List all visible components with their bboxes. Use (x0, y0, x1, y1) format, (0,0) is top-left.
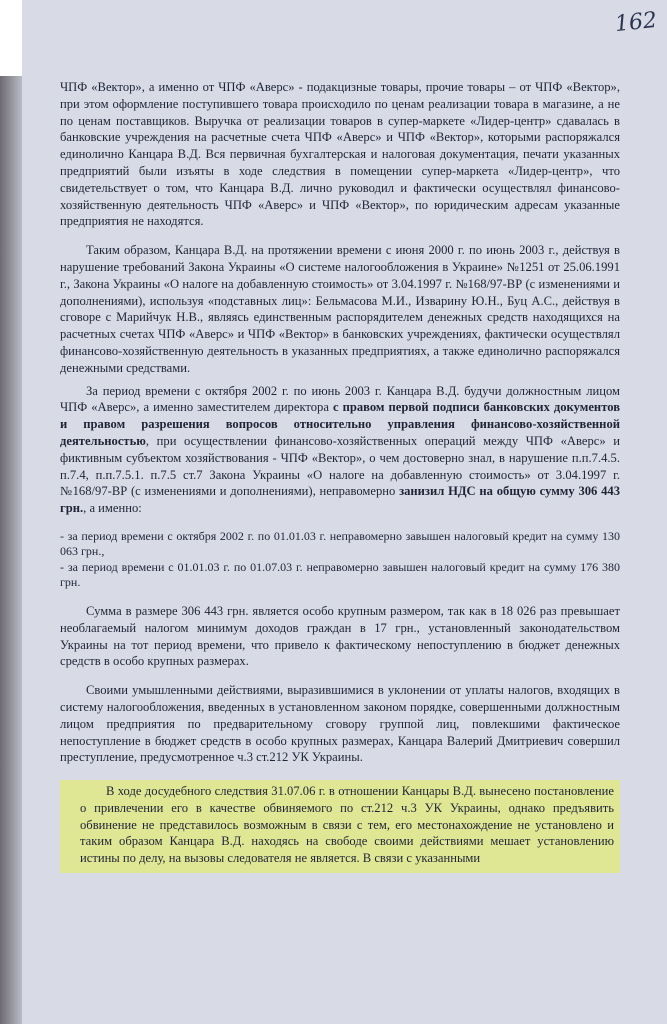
list-item-2: - за период времени с 01.01.03 г. по 01.07.03 г. неправомерно завышен налоговый кредит на сумму 176 380 грн. (60, 559, 620, 590)
paragraph-3-part-c: , при осуществлении финансово-хозяйственных операций между ЧПФ «Аверс» и фиктивным субъектом хозяйствования - ЧПФ «Вектор», о чем достоверно знал, в нарушение п.п.7.4.5. п.7.4, п.п.7.5.1. п.7.5 ст.7 Закона Украины «О налоге на добавленную стоимость» от 3.04.1997 г. №168/97-ВР (с изменениями и дополнениями), неправомерно (60, 433, 620, 499)
paragraph-3 (60, 383, 620, 517)
paragraph-3-part-e: , а именно: (83, 501, 142, 516)
list-item-1: - за период времени с октября 2002 г. по 01.01.03 г. неправомерно завышен налоговый кредит на сумму 130 063 грн., (60, 528, 620, 559)
paragraph-1: ЧПФ «Вектор», а именно от ЧПФ «Аверс» - подакцизные товары, прочие товары – от ЧПФ «Вектор», при этом оформление поступившего товара происходило по ценам реализации товара в магазине, а не по ценам поставщиков. Выручка от реализации товаров в супер-маркете «Лидер-центр» сдавалась в банковские учреждения на расчетные счета ЧПФ «Аверс» и ЧПФ «Вектор», которыми распоряжался единолично Канцара В.Д. Вся первичная бухгалтерская и налоговая документация, печати указанных предприятий были изъяты в ходе следствия в помещении супер-маркета «Лидер-центр», что свидетельствует о том, что Канцара В.Д. лично руководил и фактически осуществлял финансово-хозяйственную деятельность ЧПФ «Аверс» и ЧПФ «Вектор», по юридическим адресам указанные предприятия не находятся. (60, 80, 620, 229)
page-number: 162 (613, 7, 659, 38)
paragraph-5: Своими умышленными действиями, выразившимися в уклонении от уплаты налогов, входящих в систему налогообложения, введенных в установленном законом порядке, совершенными должностным лицом предприятия по предварительному сговору группой лиц, повлекшими фактическое непоступление в бюджет средств в особо крупных размерах, Канцара Валерий Дмитриевич совершил преступление, предусмотренное ч.3 ст.212 УК Украины. (60, 683, 620, 765)
document-body (60, 79, 620, 873)
paragraph-3-bold-rights: с правом первой подписи банковских документов и правом разрешения вопросов относительно управления финансово-хозяйственной деятельностью (60, 400, 620, 448)
paragraph-3-part-a: За период времени с октября 2002 г. по июнь 2003 г. Канцара В.Д. будучи должностным лицом ЧПФ «Аверс», а именно заместителем директора (60, 383, 620, 415)
highlighted-paragraph: В ходе досудебного следствия 31.07.06 г. в отношении Канцары В.Д. вынесено постановление о привлечении его в качестве обвиняемого по ст.212 ч.3 УК Украины, однако предъявить обвинение не представилось возможным в связи с тем, его местонахождение не установлено и таким образом Канцара В.Д. находясь на свободе своими действиями мешает установлению истины по делу, на вызовы следователя не является. В связи с указанными (60, 780, 620, 873)
paragraph-2: Таким образом, Канцара В.Д. на протяжении времени с июня 2000 г. по июнь 2003 г., действуя в нарушение требований Закона Украины «О системе налогообложения в Украине» №1251 от 25.06.1991 г., Закона Украины «О налоге на добавленную стоимость» от 3.04.1997 г. №168/97-ВР (с изменениями и дополнениями), используя «подставных лиц»: Бельмасова М.И., Изварину Ю.Н., Буц А.С., действуя в сговоре с Марийчук Н.В., являясь единственным распорядителем денежных средств находящихся на расчетных счетах ЧПФ «Аверс» и ЧПФ «Вектор» в банковских учреждениях, фактически осуществлял финансово-хозяйственную деятельность в указанных предприятиях, а также единолично распоряжался денежными средствами. (60, 243, 620, 375)
paragraph-3-bold-amount: занизил НДС на общую сумму 306 443 грн. (60, 484, 620, 516)
page-edge-shadow (0, 76, 22, 1024)
paragraph-4: Сумма в размере 306 443 грн. является особо крупным размером, так как в 18 026 раз превышает необлагаемый налогом минимум доходов граждан в 17 грн., установленный законодательством Украины на тот период времени, что привело к фактическому непоступлению в бюджет денежных средств в особо крупных размерах. (60, 603, 620, 669)
